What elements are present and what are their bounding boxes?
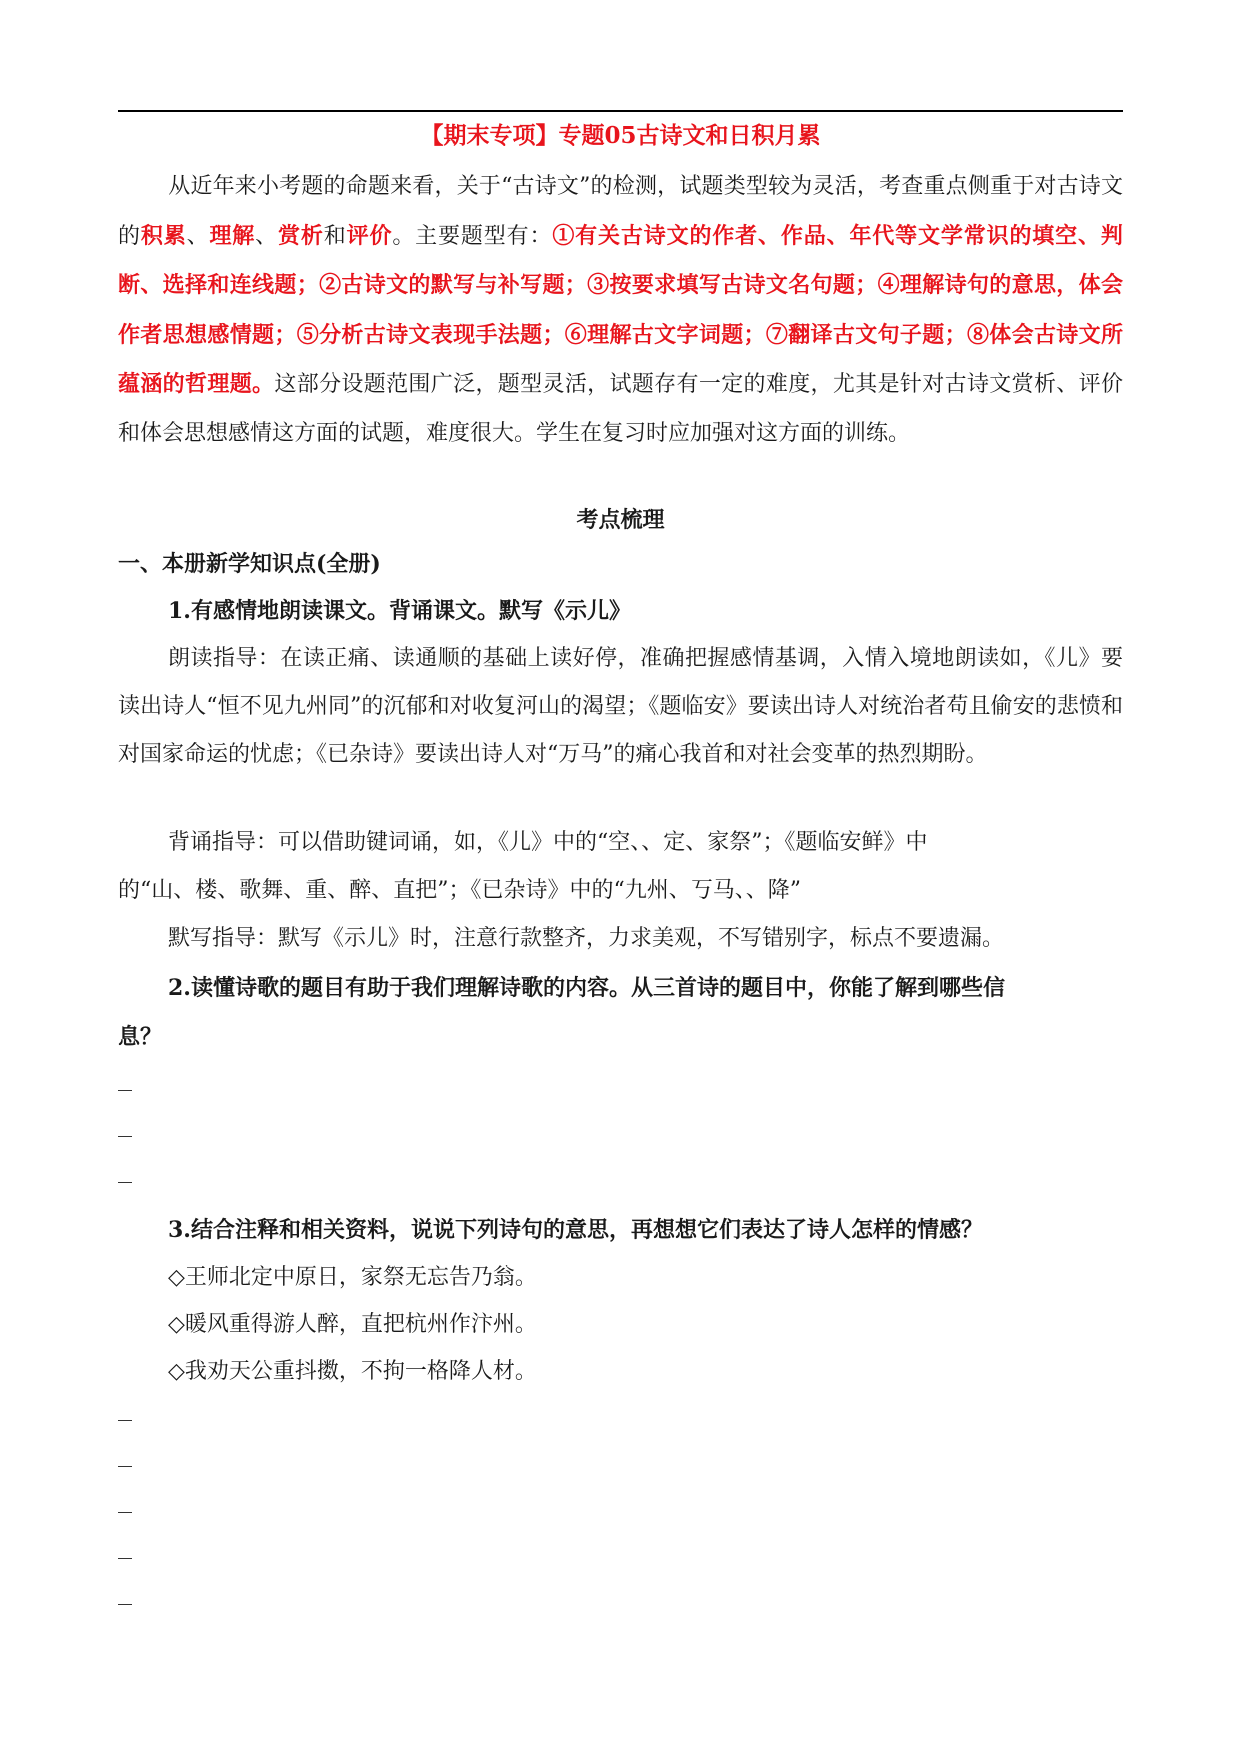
poem-line: ◇暖风重得游人醉，直把杭州作汴州。 [168, 1312, 537, 1337]
answer-blank [118, 1182, 132, 1183]
part1-heading: 一、本册新学知识点(全册) [118, 551, 381, 577]
point2-heading: 2.读懂诗歌的题目有助于我们理解诗歌的内容。从三首诗的题目中，你能了解到哪些信 [168, 975, 1005, 1001]
intro-text-3: 这部分设题范围广泛，题型灵活，试题存有一定的难度，尤其是针对古诗文赏析、评价和体会思想感情这方面的试题，难度很大。学生在复习时应加强对这方面的训练。 [118, 372, 1123, 446]
keyword-understand: 理解 [209, 222, 256, 249]
section-title: 考点梳理 [576, 507, 665, 533]
keyword-accumulate: 积累 [140, 222, 187, 249]
answer-blank [118, 1512, 132, 1513]
point3-heading: 3.结合注释和相关资料，说说下列诗句的意思，再想想它们表达了诗人怎样的情感？ [168, 1217, 983, 1243]
point1-heading: 1.有感情地朗读课文。背诵课文。默写《示儿》 [168, 598, 631, 624]
answer-blank [118, 1090, 132, 1091]
intro-sep-3: 和 [323, 223, 347, 249]
answer-blank [118, 1136, 132, 1137]
keyword-evaluate: 评价 [346, 222, 393, 249]
answer-blank [118, 1604, 132, 1605]
point2-heading-cont: 息？ [118, 1024, 163, 1050]
intro-sep-1: 、 [186, 223, 210, 249]
intro-sep-2: 、 [255, 223, 279, 249]
header-rule [118, 110, 1123, 112]
question-types-list: ①有关古诗文的作者、作品、年代等文学常识的填空、判断、选择和连线题；②古诗文的默写与补写题；③按要求填写古诗文名句题；④理解诗句的意思，体会作者思想感情题；⑤分析古诗文表现手法题；⑥理解古文字词题；⑦翻译古文句子题；⑧体会古诗文所蕴涵的哲理题。 [118, 222, 1123, 397]
keyword-appreciate: 赏析 [278, 222, 324, 249]
intro-text-1: 从近年来小考题的命题来看，关于“古诗文”的检测，试题类型较为灵活，考查重点侧重于对古诗文的 [118, 174, 1123, 249]
intro-paragraph [118, 163, 1123, 458]
document-title: 【期末专项】专题05古诗文和日积月累 [420, 122, 821, 149]
poem-line: ◇我劝天公重抖擞，不拘一格降人材。 [168, 1359, 537, 1384]
poem-line: ◇王师北定中原日，家祭无忘告乃翁。 [168, 1265, 537, 1290]
dictation-guide: 默写指导：默写《示儿》时，注意行款整齐，力求美观，不写错别字，标点不要遗漏。 [168, 926, 1005, 951]
intro-text-2: 。主要题型有： [392, 223, 553, 249]
answer-blank [118, 1466, 132, 1467]
recite-guide-line2: 的“山、楼、歌舞、重、醉、直把”；《已杂诗》中的“九州、丂马、、降” [118, 878, 801, 903]
recite-guide-line1: 背诵指导：可以借助键词诵，如，《儿》中的“空、、定、家祭”；《题临安鲜》中 [168, 830, 928, 855]
reading-guide: 朗读指导：在读正痛、读通顺的基础上读好停，准确把握感情基调，入情入境地朗读如，《儿》要读出诗人“恒不见九州同”的沉郁和对收复河山的渴望；《题临安》要读出诗人对统治者苟且偷安的悲愤和对国家命运的忧虑；《已杂诗》要读出诗人对“万马”的痛心我首和对社会变革的热烈期盼。 [118, 646, 1123, 767]
answer-blank [118, 1420, 132, 1421]
answer-blank [118, 1558, 132, 1559]
